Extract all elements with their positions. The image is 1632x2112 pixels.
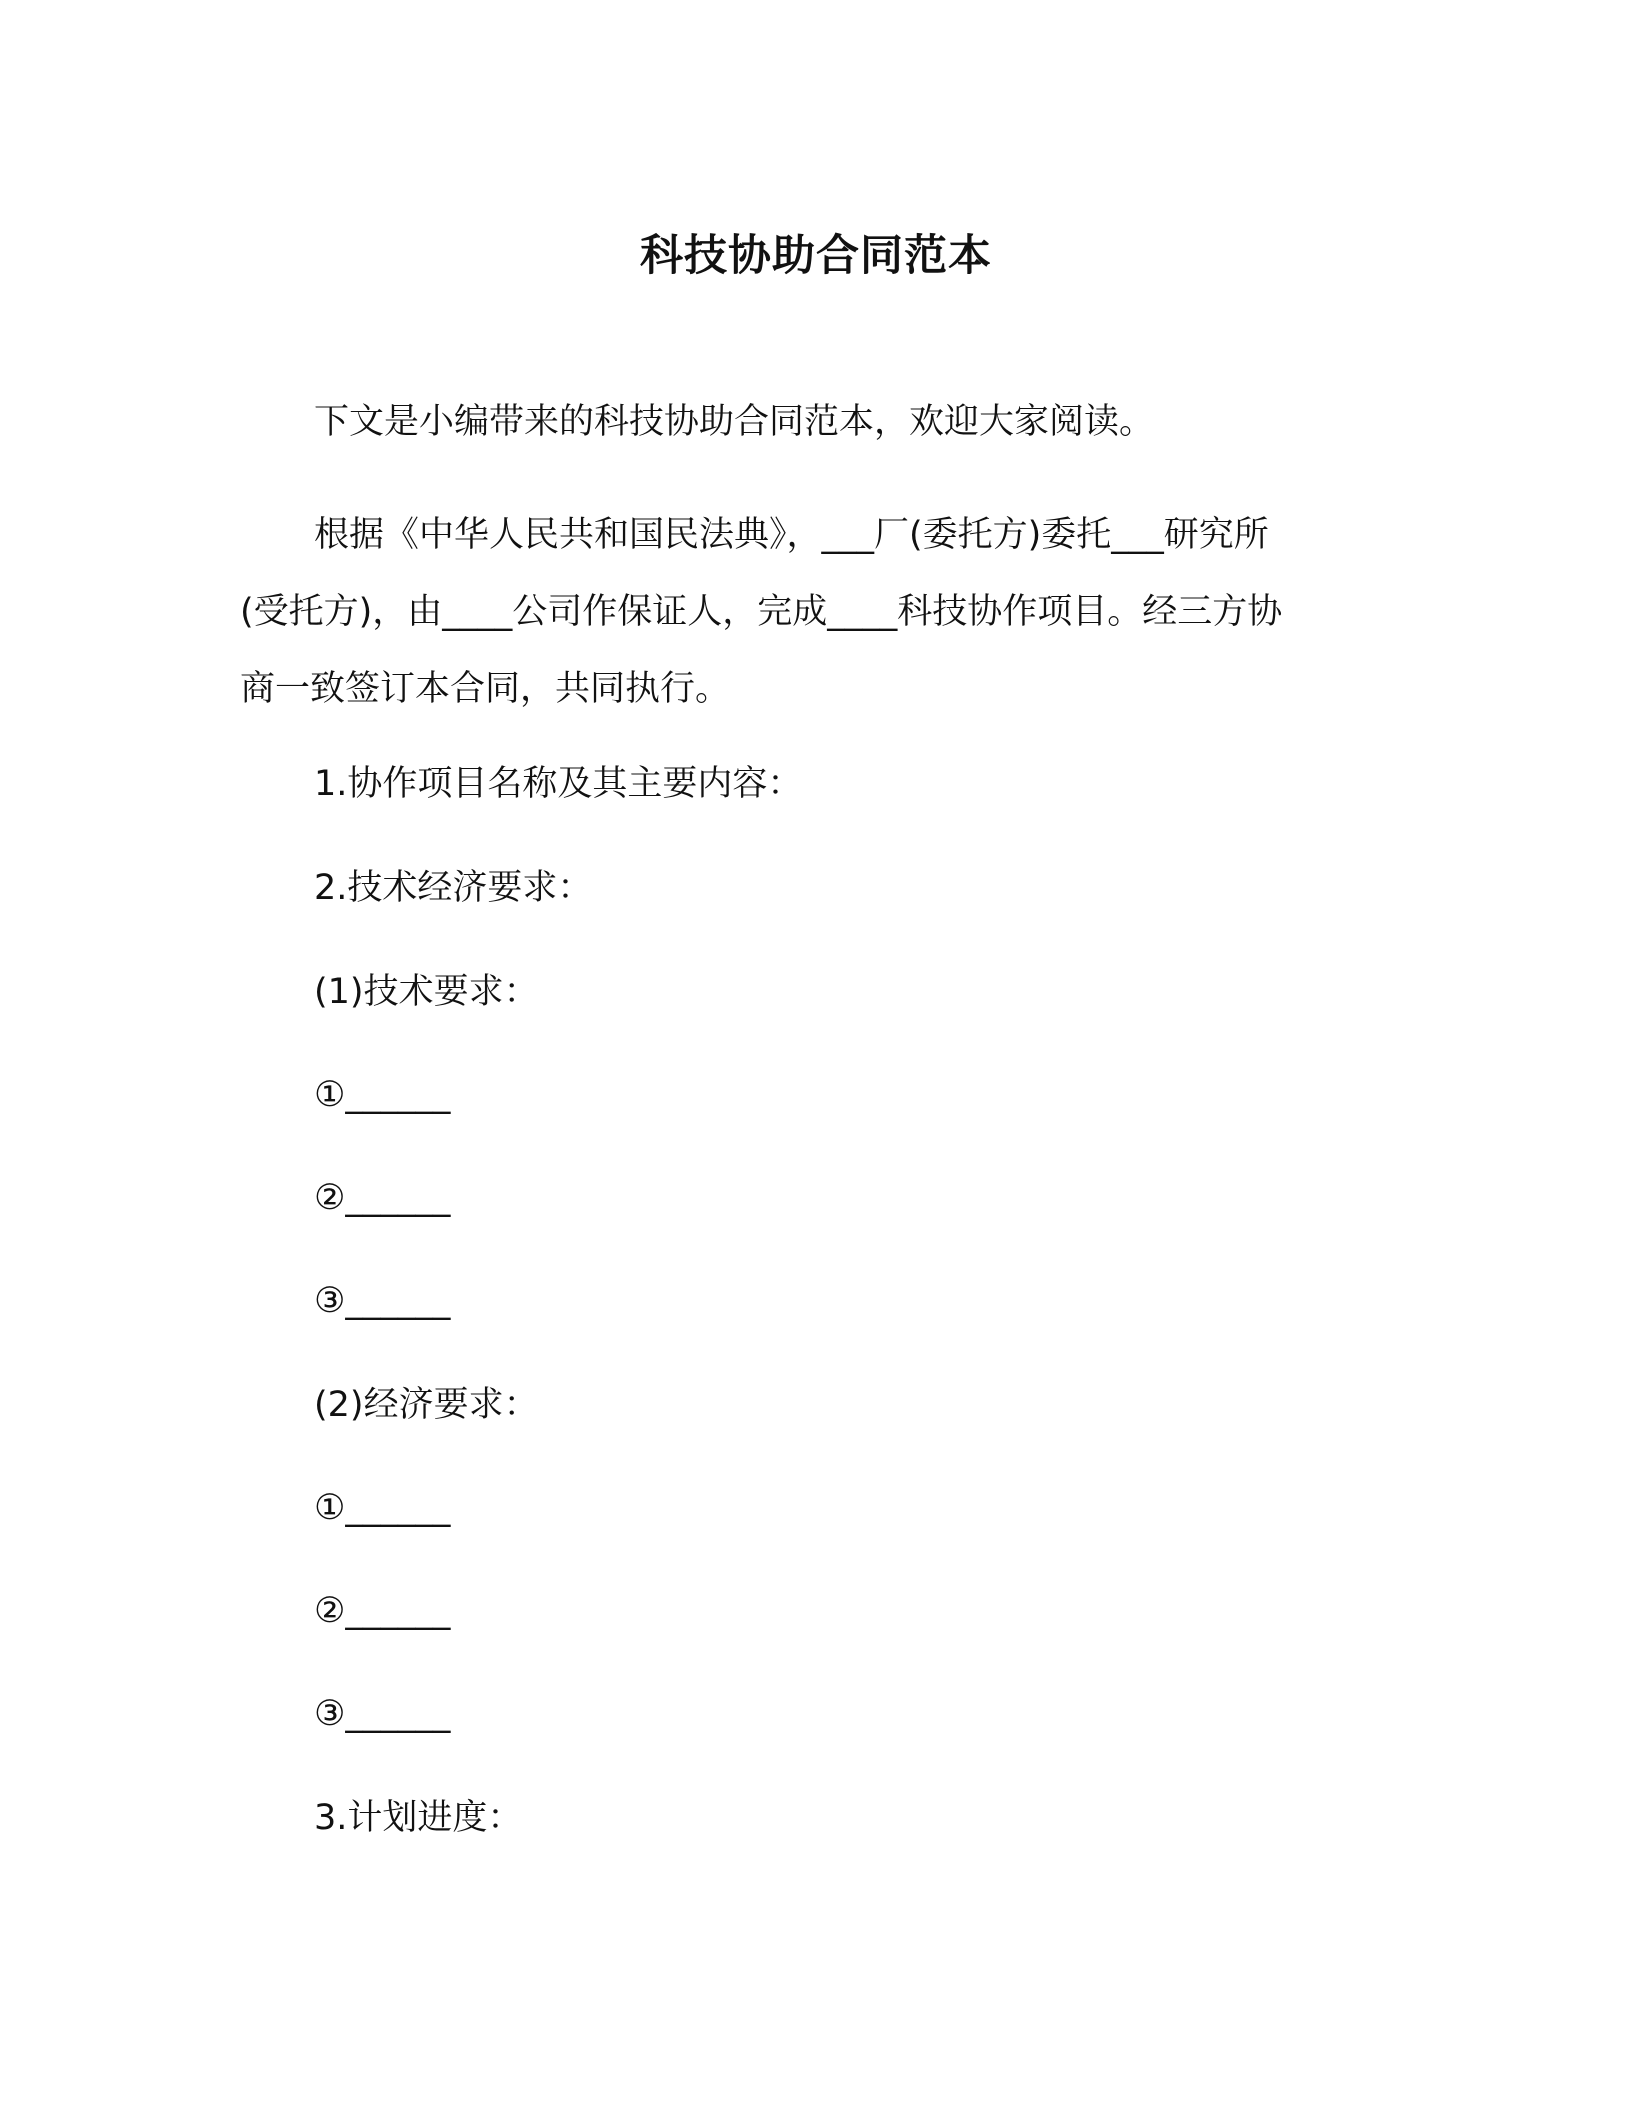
subsection-technical-requirements: (1)技术要求： xyxy=(314,972,539,1012)
section-project-name: 1.协作项目名称及其主要内容： xyxy=(314,764,803,804)
econ-requirement-1: ①______ xyxy=(314,1488,451,1528)
basis-line-3: 商一致签订本合同，共同执行。 xyxy=(240,669,731,709)
document-title: 科技协助合同范本 xyxy=(640,231,992,281)
basis-line-1: 根据《中华人民共和国民法典》，___厂(委托方)委托___研究所 xyxy=(314,515,1269,555)
section-schedule: 3.计划进度： xyxy=(314,1798,523,1838)
econ-requirement-3: ③______ xyxy=(314,1694,451,1734)
subsection-economic-requirements: (2)经济要求： xyxy=(314,1385,539,1425)
intro-paragraph: 下文是小编带来的科技协助合同范本，欢迎大家阅读。 xyxy=(314,402,1155,442)
basis-paragraph xyxy=(240,497,1380,728)
econ-requirement-2: ②______ xyxy=(314,1591,451,1631)
tech-requirement-1: ①______ xyxy=(314,1075,451,1115)
tech-requirement-2: ②______ xyxy=(314,1178,451,1218)
basis-line-2: (受托方)，由____公司作保证人，完成____科技协作项目。经三方协 xyxy=(240,592,1283,632)
tech-requirement-3: ③______ xyxy=(314,1281,451,1321)
section-tech-econ-requirements: 2.技术经济要求： xyxy=(314,868,593,908)
